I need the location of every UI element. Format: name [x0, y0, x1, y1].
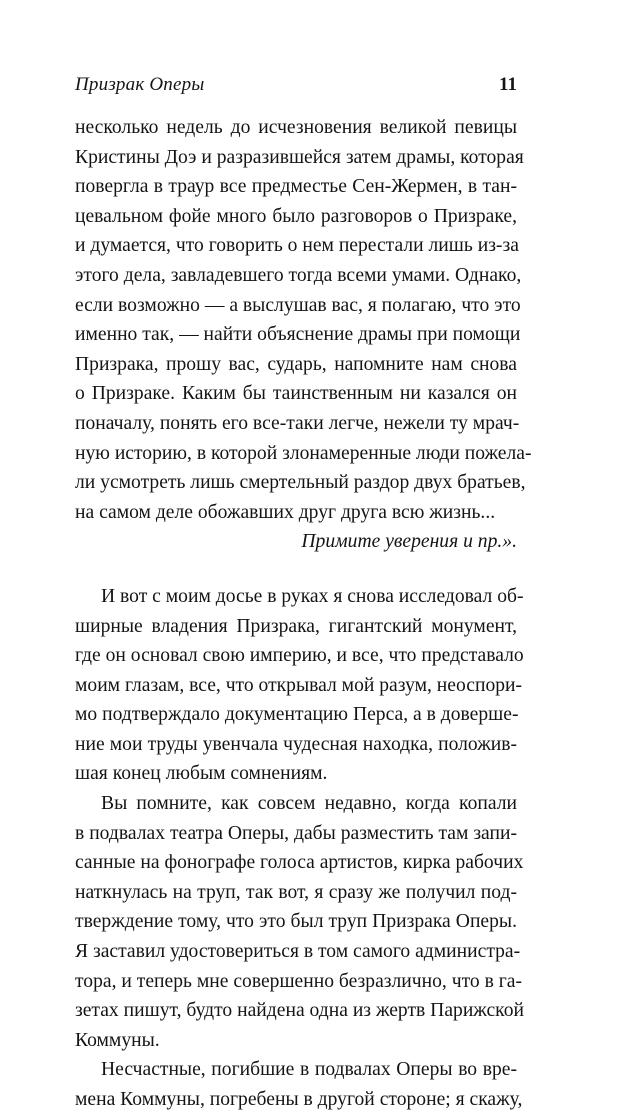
text-line: тора, и теперь мне совершенно безразлично, что в га-: [75, 970, 522, 992]
text-line: в подвалах театра Оперы, дабы разместить там запи-: [75, 822, 517, 844]
paragraph: [75, 582, 524, 789]
text-line: шая конец любым сомнениям.: [75, 763, 328, 785]
text-line: тверждение тому, что это был труп Призрака Оперы.: [75, 911, 517, 933]
text-line: ширные владения Призрака, гигантский монумент,: [75, 615, 517, 637]
text-line: ную историю, в которой злонамеренные люди пожела-: [75, 442, 532, 464]
text-line: Я заставил удостовериться в том самого администра-: [75, 941, 521, 963]
text-line: на самом деле обожавших друг друга всю жизнь...: [75, 501, 496, 523]
text-line: Кристины Доэ и разразившейся затем драмы, которая: [75, 146, 524, 168]
text-line: Вы помните, как совсем недавно, когда копали: [101, 793, 517, 815]
text-line: цевальном фойе много было разговоров о Призраке,: [75, 205, 517, 227]
text-line: И вот с моим досье в руках я снова исследовал об-: [101, 585, 524, 607]
text-line: моим глазам, все, что открывал мой разум, неоспори-: [75, 674, 523, 696]
running-title: Призрак Оперы: [75, 74, 205, 95]
text-line: мо подтверждало документацию Перса, а в довершe-: [75, 704, 519, 726]
text-line: Примите уверения и пр.».: [301, 531, 517, 553]
page-number: 11: [499, 74, 517, 95]
paragraph-gap: [75, 557, 517, 582]
text-line: этого дела, завладевшего тогда всеми умами. Однако,: [75, 264, 522, 286]
text-line: если возможно — а выслушав вас, я полагаю, что это: [75, 294, 521, 316]
paragraph: [75, 1055, 523, 1114]
text-line: несколько недель до исчезновения великой певицы: [75, 117, 517, 138]
text-line: о Призраке. Каким бы таинственным ни казался он: [75, 383, 517, 405]
running-head: [75, 74, 517, 100]
text-line: ние мои труды увенчала чудесная находка, положив-: [75, 733, 517, 755]
text-line: Коммуны.: [75, 1029, 160, 1051]
text-line: поначалу, понять его все-таки легче, нежели ту мрач-: [75, 412, 520, 434]
text-line: санные на фонографе голоса артистов, кирка рабочих: [75, 852, 524, 874]
text-line: Призрака, прошу вас, сударь, напомните нам снова: [75, 353, 517, 375]
text-line: зетах пишут, будто найдена одна из жертв Парижской: [75, 1000, 524, 1022]
paragraph: [75, 789, 524, 1055]
text-line: именно так, — найти объяснение драмы при помощи: [75, 324, 521, 346]
text-line: и думается, что говорить о нем перестали лишь из-за: [75, 235, 519, 257]
text-line: мена Коммуны, погребены в другой стороне; я скажу,: [75, 1089, 523, 1110]
text-line: повергла в траур все предместье Сен-Жермен, в тан-: [75, 176, 517, 198]
body-text: [75, 113, 532, 1115]
text-line: наткнулась на труп, так вот, я сразу же получил под-: [75, 881, 517, 903]
text-line: Несчастные, погибшие в подвалах Оперы во вре-: [101, 1059, 517, 1081]
letter-closing: [75, 527, 517, 557]
text-line: ли усмотреть лишь смертельный раздор двух братьев,: [75, 472, 526, 494]
text-line: где он основал свою империю, и все, что представало: [75, 645, 524, 667]
paragraph-letter-continuation: [75, 113, 532, 527]
